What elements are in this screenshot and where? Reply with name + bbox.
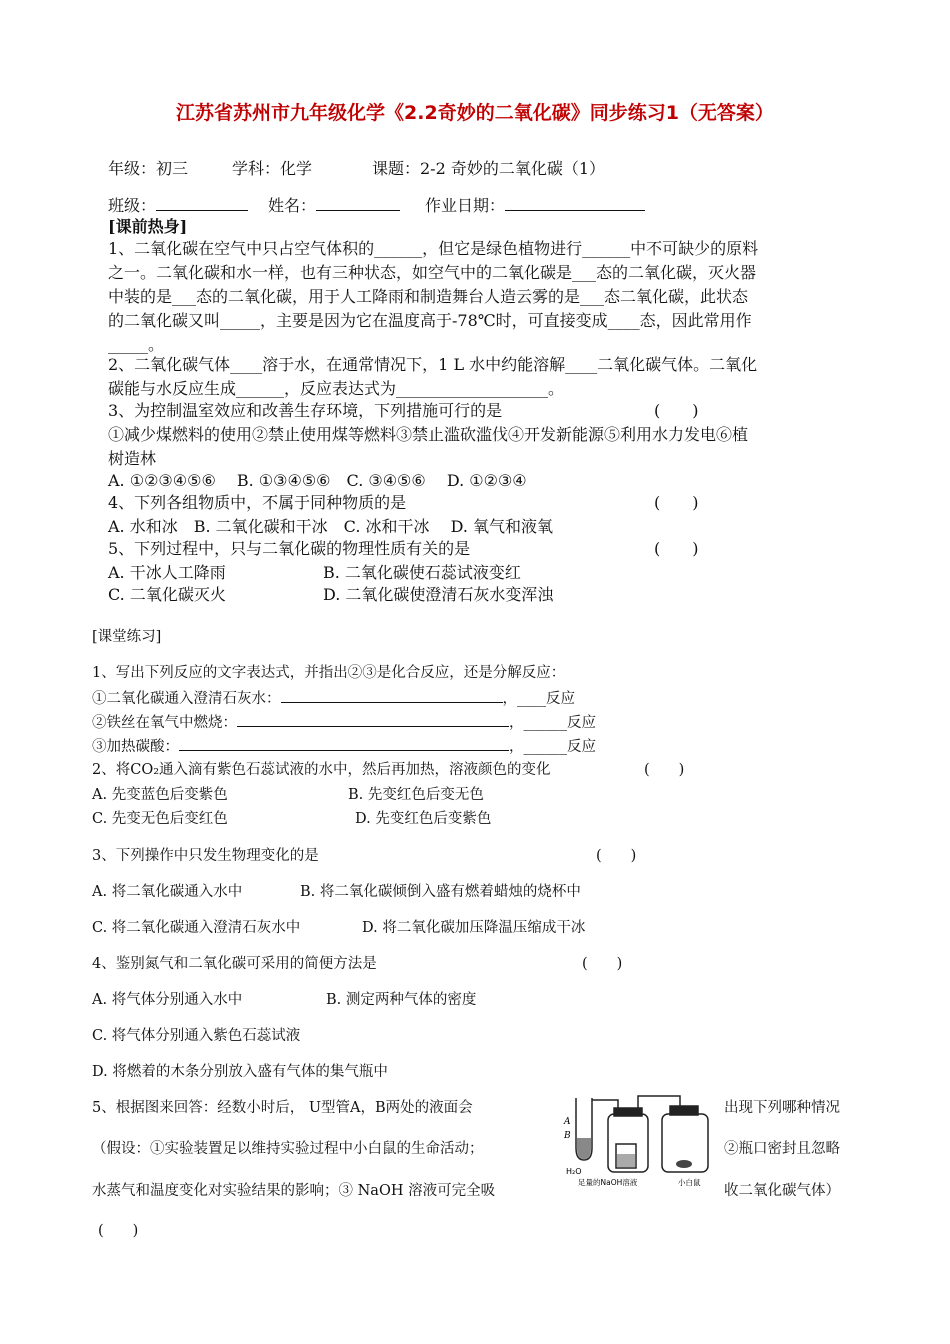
classwork-q1-item <box>92 710 596 734</box>
warmup-q3-answer-paren[interactable]: ( ) <box>654 401 699 420</box>
label-mouse: 小白鼠 <box>678 1178 701 1187</box>
classwork-q1-item-end: ，______反应 <box>509 715 596 731</box>
classwork-q5-line: 水蒸气和温度变化对实验结果的影响；③ NaOH 溶液可完全吸 <box>92 1183 496 1199</box>
classwork-q5-answer-paren[interactable]: ( ) <box>98 1223 139 1239</box>
warmup-q1-line: _____。 <box>108 335 165 354</box>
name-label: 姓名： <box>268 196 317 215</box>
page-title: 江苏省苏州市九年级化学《2.2奇妙的二氧化碳》同步练习1（无答案） <box>176 102 774 124</box>
classwork-q1-item <box>92 734 596 758</box>
classwork-q4-option-d: D. 将燃着的木条分别放入盛有气体的集气瓶中 <box>92 1064 388 1080</box>
warmup-q2-line: 碳能与水反应生成______，反应表达式为___________________。 <box>108 379 565 398</box>
topic-label: 课题：2-2 奇妙的二氧化碳（1） <box>372 159 606 178</box>
warmup-q5-option-a: A. 干冰人工降雨 <box>108 563 226 582</box>
classwork-q5-line: 5、根据图来回答：经数小时后， U型管A，B两处的液面会 <box>92 1100 473 1116</box>
warmup-q3-line: 树造林 <box>108 449 157 468</box>
warmup-q3-line: ①减少煤燃料的使用②禁止使用煤等燃料③禁止滥砍滥伐④开发新能源⑤利用水力发电⑥植 <box>108 425 749 444</box>
classwork-q4-option-b: B. 测定两种气体的密度 <box>326 992 477 1008</box>
warmup-q5-option-c: C. 二氧化碳灭火 <box>108 585 226 604</box>
subject-label: 学科：化学 <box>232 159 313 178</box>
class-label: 班级： <box>108 196 157 215</box>
classwork-q3-option-b: B. 将二氧化碳倾倒入盛有燃着蜡烛的烧杯中 <box>300 884 581 900</box>
classwork-q3-answer-paren[interactable]: ( ) <box>596 848 637 864</box>
classwork-q1-item-label: ③加热碳酸： <box>92 739 179 755</box>
label-b: B <box>564 1131 571 1141</box>
warmup-q5-answer-paren[interactable]: ( ) <box>654 539 699 558</box>
classwork-q1-item <box>92 686 575 710</box>
classwork-q1-item-end: ，____反应 <box>502 691 575 707</box>
grade-label: 年级：初三 <box>108 159 189 178</box>
u-tube-apparatus-diagram <box>560 1088 720 1188</box>
name-blank[interactable] <box>316 194 400 211</box>
class-blank[interactable] <box>156 194 248 211</box>
classwork-q3-stem: 3、下列操作中只发生物理变化的是 <box>92 848 319 864</box>
warmup-q3-options: A. ①②③④⑤⑥ B. ①③④⑤⑥ C. ③④⑤⑥ D. ①②③④ <box>108 471 527 490</box>
classwork-q2-stem: 2、将CO₂通入滴有紫色石蕊试液的水中，然后再加热，溶液颜色的变化 <box>92 762 551 778</box>
label-a: A <box>564 1117 571 1127</box>
warmup-q4-options: A. 水和冰 B. 二氧化碳和干冰 C. 冰和干冰 D. 氧气和液氧 <box>108 517 554 536</box>
classwork-q1-stem: 1、写出下列反应的文字表达式，并指出②③是化合反应，还是分解反应： <box>92 665 566 681</box>
classwork-q4-option-a: A. 将气体分别通入水中 <box>92 992 243 1008</box>
label-naoh: 足量的NaOH溶液 <box>578 1178 638 1187</box>
warmup-q1-line: 的二氧化碳又叫_____，主要是因为它在温度高于-78℃时，可直接变成____态，因此常用作 <box>108 311 752 330</box>
classwork-q5-line: ②瓶口密封且忽略 <box>724 1141 840 1157</box>
classwork-q5-line: 出现下列哪种情况 <box>724 1100 840 1116</box>
label-water: H₂O <box>566 1167 582 1176</box>
warmup-q2-line: 2、二氧化碳气体____溶于水，在通常情况下，1 L 水中约能溶解____二氧化碳气体。二氧化 <box>108 355 758 374</box>
classwork-q2-option-a: A. 先变蓝色后变紫色 <box>92 787 228 803</box>
date-field-row <box>425 194 645 217</box>
classwork-q5-line: 收二氧化碳气体） <box>724 1183 840 1199</box>
warmup-q4-answer-paren[interactable]: ( ) <box>654 493 699 512</box>
warmup-heading: [课前热身] <box>108 217 188 236</box>
warmup-q5-option-b: B. 二氧化碳使石蕊试液变红 <box>323 563 521 582</box>
class-field-row <box>108 194 248 217</box>
classwork-q3-option-c: C. 将二氧化碳通入澄清石灰水中 <box>92 920 301 936</box>
warmup-q5-stem: 5、下列过程中，只与二氧化碳的物理性质有关的是 <box>108 539 471 558</box>
warmup-q1-line: 1、二氧化碳在空气中只占空气体积的______，但它是绿色植物进行______中不可缺少的原料 <box>108 239 759 258</box>
classwork-q4-option-c: C. 将气体分别通入紫色石蕊试液 <box>92 1028 301 1044</box>
classwork-q1-item-end: ，______反应 <box>509 739 596 755</box>
classwork-heading: [课堂练习] <box>92 629 162 645</box>
classwork-q4-answer-paren[interactable]: ( ) <box>582 956 623 972</box>
classwork-q1-blank[interactable] <box>237 710 509 727</box>
classwork-q2-option-b: B. 先变红色后变无色 <box>348 787 484 803</box>
date-label: 作业日期： <box>425 196 506 215</box>
classwork-q1-blank[interactable] <box>281 686 503 703</box>
warmup-q3-stem: 3、为控制温室效应和改善生存环境，下列措施可行的是 <box>108 401 503 420</box>
date-blank[interactable] <box>505 194 645 211</box>
classwork-q1-item-label: ①二氧化碳通入澄清石灰水： <box>92 691 281 707</box>
classwork-q1-item-label: ②铁丝在氧气中燃烧： <box>92 715 237 731</box>
warmup-q5-option-d: D. 二氧化碳使澄清石灰水变浑浊 <box>323 585 554 604</box>
classwork-q2-answer-paren[interactable]: ( ) <box>644 762 685 778</box>
classwork-q4-stem: 4、鉴别氮气和二氧化碳可采用的简便方法是 <box>92 956 377 972</box>
warmup-q4-stem: 4、下列各组物质中，不属于同种物质的是 <box>108 493 407 512</box>
name-field-row <box>268 194 400 217</box>
classwork-q5-line: （假设：①实验装置足以维持实验过程中小白鼠的生命活动； <box>92 1141 484 1157</box>
classwork-q3-option-d: D. 将二氧化碳加压降温压缩成干冰 <box>362 920 586 936</box>
classwork-q2-option-d: D. 先变红色后变紫色 <box>355 811 492 827</box>
classwork-q2-option-c: C. 先变无色后变红色 <box>92 811 228 827</box>
classwork-q3-option-a: A. 将二氧化碳通入水中 <box>92 884 243 900</box>
warmup-q1-line: 中装的是___态的二氧化碳，用于人工降雨和制造舞台人造云雾的是___态二氧化碳，此状态 <box>108 287 749 306</box>
warmup-q1-line: 之一。二氧化碳和水一样，也有三种状态，如空气中的二氧化碳是___态的二氧化碳，灭火器 <box>108 263 757 282</box>
classwork-q1-blank[interactable] <box>179 734 509 751</box>
